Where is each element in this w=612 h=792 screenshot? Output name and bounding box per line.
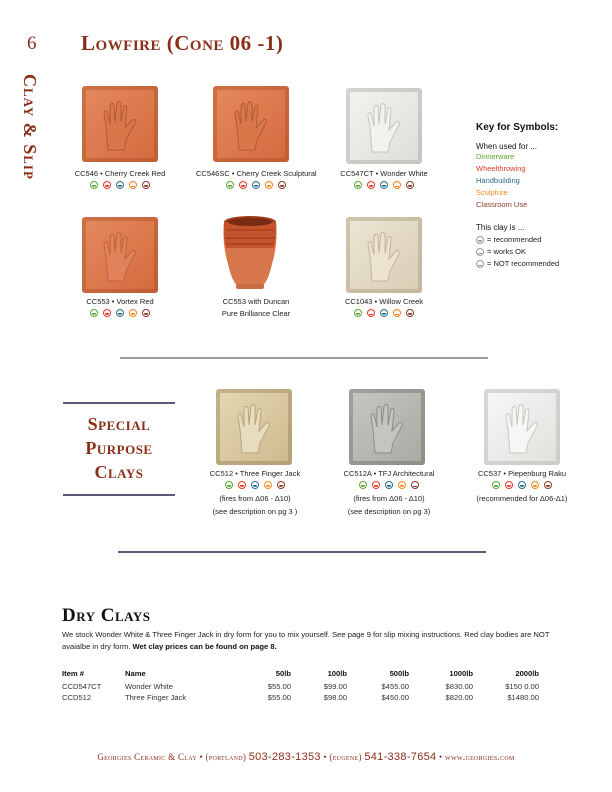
col-500lb: 500lb bbox=[389, 669, 409, 678]
section-divider bbox=[120, 357, 488, 359]
cell-name: Three Finger Jack bbox=[125, 693, 187, 702]
separator: • bbox=[196, 752, 206, 762]
key-wheelthrowing: Wheelthrowing bbox=[476, 164, 526, 173]
wet-clay-price-note: Wet clay prices can be found on page 8. bbox=[132, 642, 277, 651]
eugene-label: (eugene) bbox=[329, 752, 362, 762]
title-line: Clays bbox=[94, 462, 144, 482]
cell-price: $450.00 bbox=[381, 693, 409, 702]
description-reference: (see description on pg 3 ) bbox=[212, 507, 298, 516]
legend-text: = recommended bbox=[487, 235, 542, 244]
tile-caption: CC553 • Vortex Red bbox=[86, 297, 154, 306]
sculpture-rating-icon bbox=[129, 309, 137, 317]
wheelthrowing-rating-icon bbox=[239, 181, 247, 189]
tile-caption: CC546SC • Cherry Creek Sculptural bbox=[196, 169, 317, 178]
description-reference: (see description on pg 3) bbox=[347, 507, 431, 516]
hand-imprint-icon bbox=[367, 403, 407, 455]
key-classroom-use: Classroom Use bbox=[476, 200, 528, 209]
portland-label: (portland) bbox=[205, 752, 247, 762]
sculpture-rating-icon bbox=[393, 309, 401, 317]
page-title: Lowfire (Cone 06 -1) bbox=[81, 31, 284, 55]
title-rule-bottom bbox=[63, 494, 175, 496]
wheelthrowing-rating-icon bbox=[103, 309, 111, 317]
key-legend-works-ok bbox=[476, 246, 596, 258]
classroom-rating-icon bbox=[142, 309, 150, 317]
company-name: Georgies Ceramic & Clay bbox=[97, 752, 197, 762]
key-legend-not-recommended bbox=[476, 258, 596, 270]
classroom-rating-icon bbox=[277, 481, 285, 489]
handbuilding-rating-icon bbox=[116, 181, 124, 189]
cell-price: $820.00 bbox=[445, 693, 473, 702]
dinnerware-rating-icon bbox=[225, 481, 233, 489]
col-50lb: 50lb bbox=[275, 669, 291, 678]
hand-imprint-icon bbox=[502, 403, 542, 455]
legend-text: = NOT recommended bbox=[487, 259, 560, 268]
classroom-rating-icon bbox=[406, 181, 414, 189]
table-row bbox=[62, 692, 539, 703]
sculpture-rating-icon bbox=[264, 481, 272, 489]
tile-caption: CC512 • Three Finger Jack bbox=[209, 469, 301, 478]
dinnerware-rating-icon bbox=[90, 181, 98, 189]
wheelthrowing-rating-icon bbox=[367, 181, 375, 189]
dinnerware-rating-icon bbox=[359, 481, 367, 489]
handbuilding-rating-icon bbox=[518, 481, 526, 489]
hand-imprint-icon bbox=[234, 403, 274, 455]
sculpture-rating-icon bbox=[129, 181, 137, 189]
cell-price: $1480.00 bbox=[507, 693, 539, 702]
neutral-face-icon bbox=[476, 248, 484, 256]
tile-image-vortex-red bbox=[82, 217, 158, 293]
firing-range-note: (recommended for Δ06-Δ1) bbox=[476, 494, 568, 503]
symbol-row bbox=[196, 181, 316, 189]
firing-range-note: (fires from Δ06 - Δ10) bbox=[353, 494, 425, 503]
hand-imprint-icon bbox=[231, 100, 271, 152]
col-item: Item # bbox=[62, 669, 84, 678]
tile-caption-line2: Pure Brilliance Clear bbox=[221, 309, 291, 318]
dinnerware-rating-icon bbox=[226, 181, 234, 189]
eugene-phone: 541-338-7654 bbox=[364, 751, 437, 763]
section-divider bbox=[118, 551, 486, 553]
cell-price: $55.00 bbox=[267, 682, 291, 691]
wheelthrowing-rating-icon bbox=[238, 481, 246, 489]
smiley-face-icon bbox=[476, 236, 484, 244]
sculpture-rating-icon bbox=[265, 181, 273, 189]
side-label-text: Clay & Slip bbox=[20, 74, 40, 180]
title-rule-top bbox=[63, 402, 175, 404]
symbol-row bbox=[334, 481, 444, 489]
symbol-row bbox=[200, 481, 310, 489]
hand-imprint-icon bbox=[100, 231, 140, 283]
tile-caption: CC512A • TFJ Architectural bbox=[343, 469, 435, 478]
wheelthrowing-rating-icon bbox=[367, 309, 375, 317]
tile-caption-line1: CC553 with Duncan bbox=[222, 297, 290, 306]
tile-caption: CC1043 • Willow Creek bbox=[344, 297, 424, 306]
sculpture-rating-icon bbox=[398, 481, 406, 489]
handbuilding-rating-icon bbox=[251, 481, 259, 489]
classroom-rating-icon bbox=[411, 481, 419, 489]
cell-price: $98.00 bbox=[323, 693, 347, 702]
cell-price: $150 0.00 bbox=[505, 682, 539, 691]
symbol-row bbox=[70, 181, 170, 189]
handbuilding-rating-icon bbox=[116, 309, 124, 317]
dry-clay-price-table bbox=[62, 669, 539, 703]
tile-image-tfj-architectural bbox=[349, 389, 425, 465]
wheelthrowing-rating-icon bbox=[505, 481, 513, 489]
key-legend-recommended bbox=[476, 234, 596, 246]
col-name: Name bbox=[125, 669, 146, 678]
symbol-row bbox=[334, 181, 434, 189]
tile-caption: CC537 • Piepenburg Raku bbox=[477, 469, 567, 478]
key-title: Key for Symbols: bbox=[476, 122, 559, 133]
legend-text: = works OK bbox=[487, 247, 526, 256]
tile-caption: CC546 • Cherry Creek Red bbox=[74, 169, 166, 178]
section-side-label bbox=[16, 74, 40, 204]
cell-item: CCD512 bbox=[62, 693, 92, 702]
col-2000lb: 2000lb bbox=[515, 669, 539, 678]
key-dinnerware: Dinnerware bbox=[476, 152, 515, 161]
website-link[interactable]: www.georgies.com bbox=[445, 752, 515, 762]
separator: • bbox=[436, 752, 446, 762]
cell-price: $455.00 bbox=[381, 682, 409, 691]
sculpture-rating-icon bbox=[393, 181, 401, 189]
firing-range-note: (fires from Δ06 - Δ10) bbox=[219, 494, 291, 503]
tile-caption: CC547CT • Wonder White bbox=[340, 169, 428, 178]
portland-phone: 503-283-1353 bbox=[248, 751, 321, 763]
classroom-rating-icon bbox=[544, 481, 552, 489]
tile-image-wonder-white bbox=[346, 88, 422, 164]
separator: • bbox=[320, 752, 330, 762]
cell-price: $830.00 bbox=[445, 682, 473, 691]
special-purpose-title bbox=[66, 412, 172, 484]
col-1000lb: 1000lb bbox=[449, 669, 473, 678]
title-line: Purpose bbox=[85, 438, 153, 458]
hand-imprint-icon bbox=[364, 231, 404, 283]
col-100lb: 100lb bbox=[327, 669, 347, 678]
key-clay-is-label: This clay is ... bbox=[476, 223, 525, 232]
tile-image-willow-creek bbox=[346, 217, 422, 293]
hand-imprint-icon bbox=[100, 100, 140, 152]
dinnerware-rating-icon bbox=[354, 309, 362, 317]
tile-image-piepenburg-raku bbox=[484, 389, 560, 465]
dinnerware-rating-icon bbox=[354, 181, 362, 189]
handbuilding-rating-icon bbox=[385, 481, 393, 489]
cell-name: Wonder White bbox=[125, 682, 173, 691]
sculpture-rating-icon bbox=[531, 481, 539, 489]
dry-clays-title: Dry Clays bbox=[62, 605, 151, 626]
symbol-key bbox=[476, 122, 596, 270]
dinnerware-rating-icon bbox=[492, 481, 500, 489]
page-number: 6 bbox=[27, 33, 37, 54]
tile-image-cherry-creek-red bbox=[82, 86, 158, 162]
tile-image-cherry-creek-sculptural bbox=[213, 86, 289, 162]
table-header-row bbox=[62, 669, 539, 681]
key-sculpture: Sculpture bbox=[476, 188, 508, 197]
classroom-rating-icon bbox=[142, 181, 150, 189]
tile-image-three-finger-jack bbox=[216, 389, 292, 465]
cell-item: CCD547CT bbox=[62, 682, 102, 691]
page-footer bbox=[0, 751, 612, 763]
table-row bbox=[62, 681, 539, 692]
symbol-row bbox=[70, 309, 170, 317]
classroom-rating-icon bbox=[406, 309, 414, 317]
handbuilding-rating-icon bbox=[380, 181, 388, 189]
cell-price: $55.00 bbox=[267, 693, 291, 702]
classroom-rating-icon bbox=[278, 181, 286, 189]
wheelthrowing-rating-icon bbox=[103, 181, 111, 189]
handbuilding-rating-icon bbox=[380, 309, 388, 317]
symbol-row bbox=[334, 309, 434, 317]
handbuilding-rating-icon bbox=[252, 181, 260, 189]
dry-clays-description bbox=[62, 629, 552, 653]
symbol-row bbox=[462, 481, 582, 489]
frown-face-icon bbox=[476, 260, 484, 268]
wheelthrowing-rating-icon bbox=[372, 481, 380, 489]
dinnerware-rating-icon bbox=[90, 309, 98, 317]
key-handbuilding: Handbuilding bbox=[476, 176, 520, 185]
title-line: Special bbox=[87, 414, 151, 434]
hand-imprint-icon bbox=[364, 102, 404, 154]
key-used-for-label: When used for ... bbox=[476, 142, 537, 151]
glazed-pot-image bbox=[218, 214, 282, 292]
description-text: We stock Wonder White & Three Finger Jack in dry form for you to mix yourself. See page 9 for slip mixing instructions. Red clay bodies are NOT avaialbe in dry form. bbox=[62, 630, 550, 651]
cell-price: $99.00 bbox=[323, 682, 347, 691]
